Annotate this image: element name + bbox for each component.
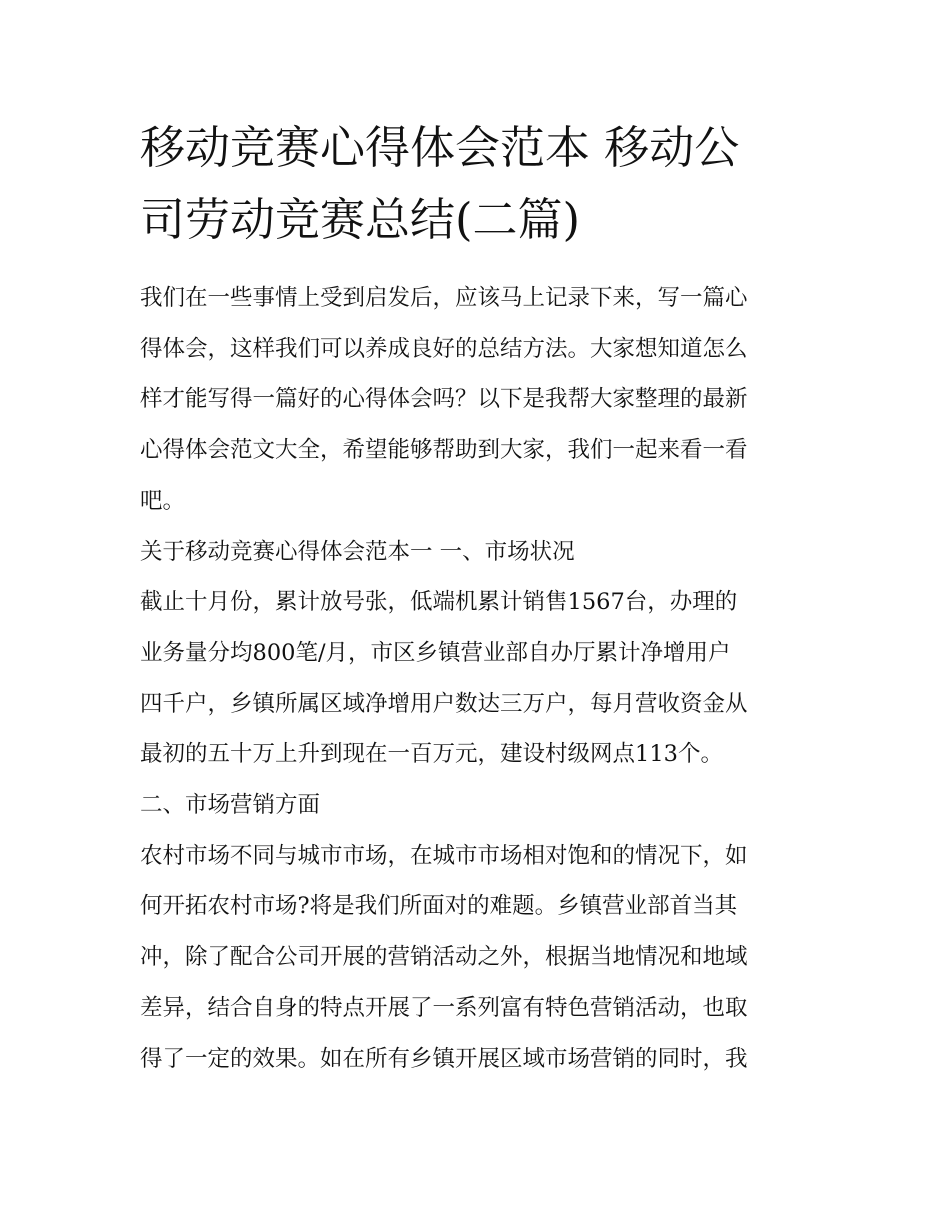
paragraph-line: 差异，结合自身的特点开展了一系列富有特色营销活动，也取 — [140, 994, 748, 1021]
section-heading: 二、市场营销方面 — [140, 792, 321, 819]
paragraph-line: 得体会，这样我们可以养成良好的总结方法。大家想知道怎么 — [140, 335, 748, 362]
paragraph-line: 农村市场不同与城市市场，在城市市场相对饱和的情况下，如 — [140, 842, 748, 869]
paragraph-line: 得了一定的效果。如在所有乡镇开展区域市场营销的同时，我 — [140, 1045, 748, 1072]
paragraph-line: 何开拓农村市场?将是我们所面对的难题。乡镇营业部首当其 — [140, 893, 738, 920]
document-body — [140, 273, 820, 1084]
paragraph-line: 吧。 — [140, 487, 186, 514]
paragraph-line: 截止十月份，累计放号张，低端机累计销售1567台，办理的 — [140, 589, 738, 616]
title-line: 移动竞赛心得体会范本 移动公 — [140, 121, 740, 174]
paragraph-line: 我们在一些事情上受到启发后，应该马上记录下来，写一篇心 — [140, 285, 748, 311]
paragraph-line: 最初的五十万上升到现在一百万元，建设村级网点113个。 — [140, 741, 723, 768]
paragraph-line: 样才能写得一篇好的心得体会吗？以下是我帮大家整理的最新 — [140, 386, 748, 413]
paragraph-line: 业务量分均800笔/月，市区乡镇营业部自办厅累计净增用户 — [140, 639, 731, 666]
paragraph-line: 四千户，乡镇所属区域净增用户数达三万户，每月营收资金从 — [140, 690, 748, 717]
section-heading: 关于移动竞赛心得体会范本一 一、市场状况 — [140, 538, 575, 565]
document-title — [140, 112, 820, 256]
paragraph-line: 心得体会范文大全，希望能够帮助到大家，我们一起来看一看 — [140, 437, 748, 464]
title-line: 司劳动竞赛总结(二篇) — [140, 193, 581, 246]
document-content — [140, 112, 820, 1084]
paragraph-line: 冲，除了配合公司开展的营销活动之外，根据当地情况和地域 — [140, 944, 748, 971]
